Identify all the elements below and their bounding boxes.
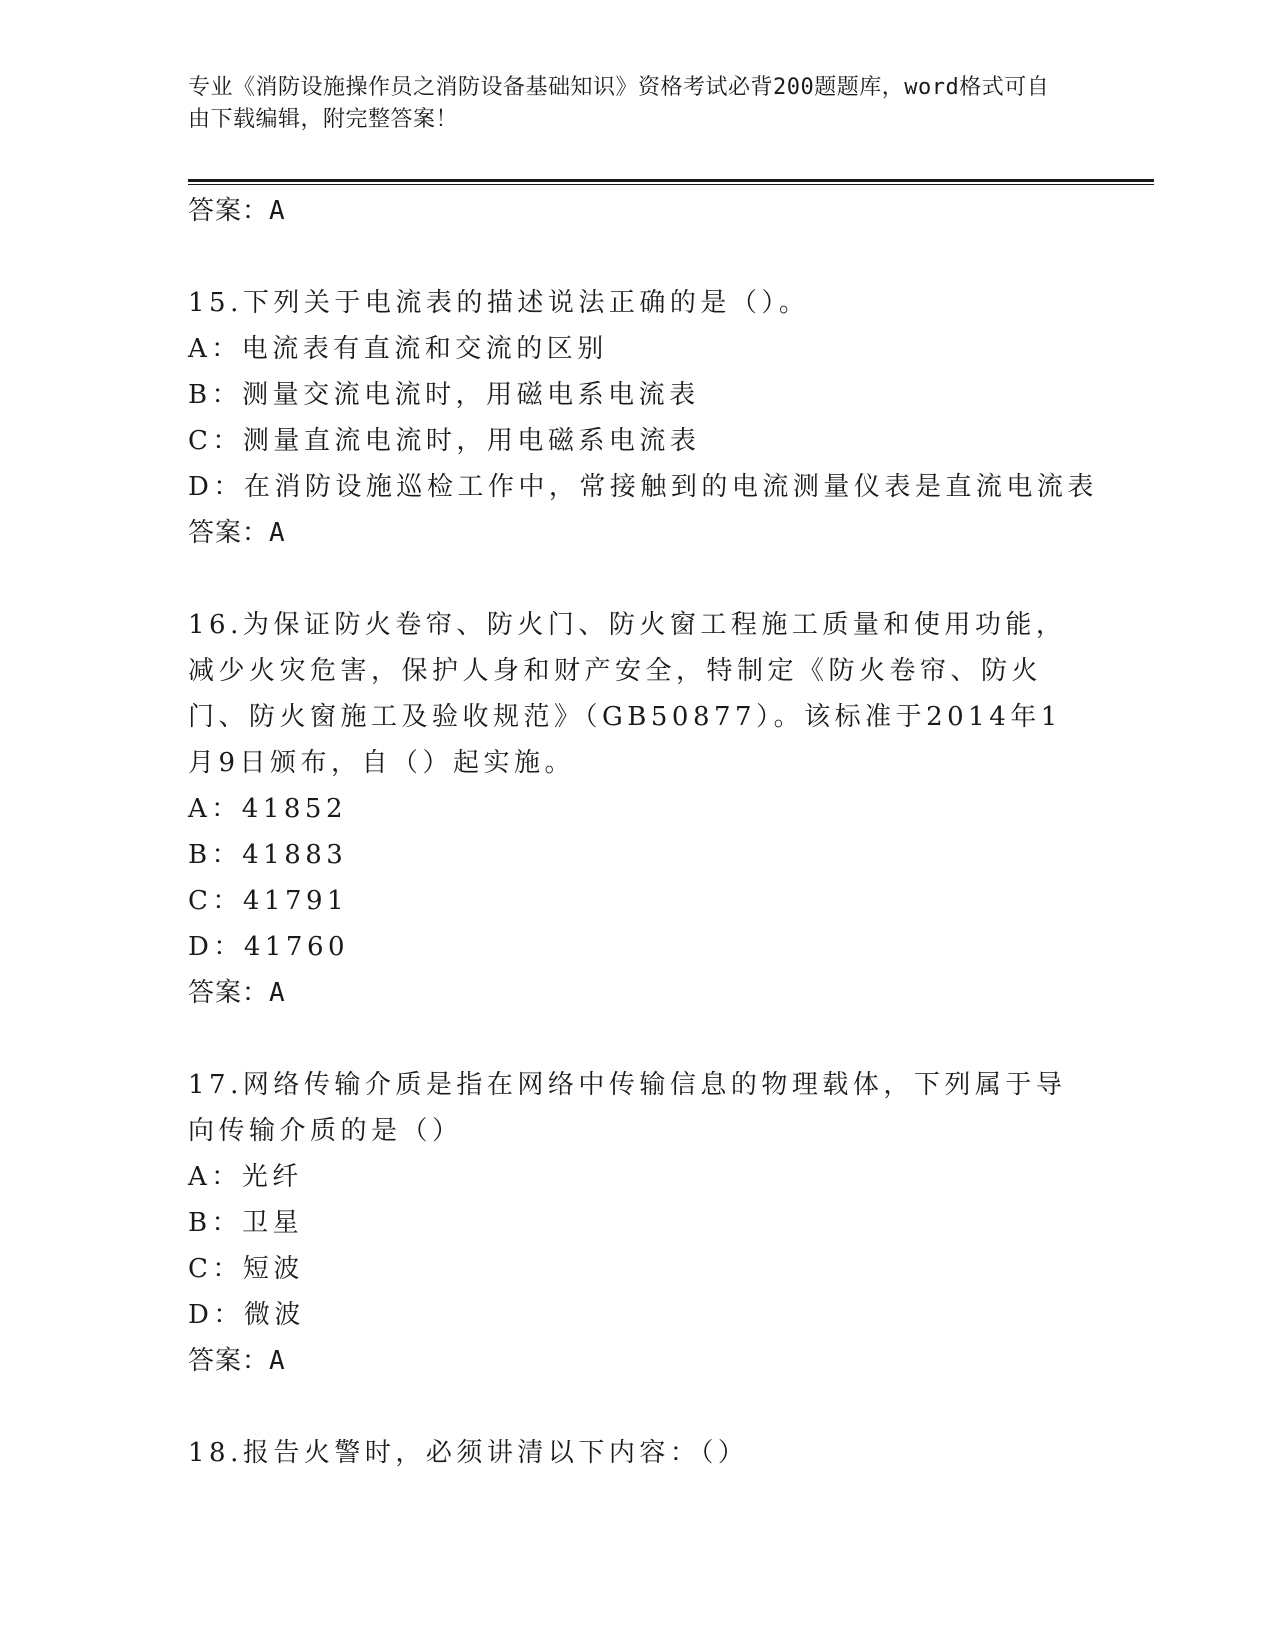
- question-18: [188, 1430, 1088, 1476]
- question-17: [188, 1062, 1088, 1384]
- answer-value: A: [269, 978, 286, 1008]
- answer-line: [188, 188, 1088, 234]
- option-d: D：在消防设施巡检工作中，常接触到的电流测量仪表是直流电流表: [188, 472, 1098, 502]
- question-stem: 18.报告火警时，必须讲清以下内容：（）: [188, 1438, 749, 1468]
- option-b: B：卫星: [188, 1208, 304, 1238]
- answer-label: 答案：: [188, 1346, 270, 1376]
- question-list: [188, 188, 1098, 1476]
- option-a: A：41852: [188, 794, 347, 824]
- option-c: C：41791: [188, 886, 349, 916]
- answer-value: A: [269, 518, 286, 548]
- option-a: A：电流表有直流和交流的区别: [188, 334, 608, 364]
- question-15: [188, 280, 1098, 556]
- answer-label: 答案：: [188, 978, 270, 1008]
- answer-value: A: [269, 1346, 286, 1376]
- header-divider: [188, 179, 1154, 182]
- option-d: D：微波: [188, 1300, 305, 1330]
- question-stem: 17.网络传输介质是指在网络中传输信息的物理载体，下列属于导向传输介质的是（）: [188, 1070, 1067, 1146]
- option-b: B：41883: [188, 840, 348, 870]
- document-header: 专业《消防设施操作员之消防设备基础知识》资格考试必背200题题库，word格式可自由下载编辑，附完整答案！: [188, 75, 1050, 132]
- option-d: D：41760: [188, 932, 350, 962]
- option-c: C：测量直流电流时，用电磁系电流表: [188, 426, 701, 456]
- question-stem: 16.为保证防火卷帘、防火门、防火窗工程施工质量和使用功能，减少火灾危害，保护人身和财产安全，特制定《防火卷帘、防火门、防火窗施工及验收规范》（GB50877）。该标准于2014年1月9日颁布，自（）起实施。: [188, 610, 1067, 778]
- option-c: C：短波: [188, 1254, 304, 1284]
- answer-line: [188, 970, 1088, 1016]
- answer-line: [188, 1338, 1088, 1384]
- option-a: A：光纤: [188, 1162, 303, 1192]
- option-b: B：测量交流电流时，用磁电系电流表: [188, 380, 700, 410]
- answer-label: 答案：: [188, 196, 270, 226]
- answer-label: 答案：: [188, 518, 270, 548]
- answer-value: A: [269, 196, 286, 226]
- header-divider-thin: [188, 184, 1154, 185]
- question-stem: 15.下列关于电流表的描述说法正确的是（）。: [188, 288, 810, 318]
- question-16: [188, 602, 1088, 1016]
- answer-line: [188, 510, 1088, 556]
